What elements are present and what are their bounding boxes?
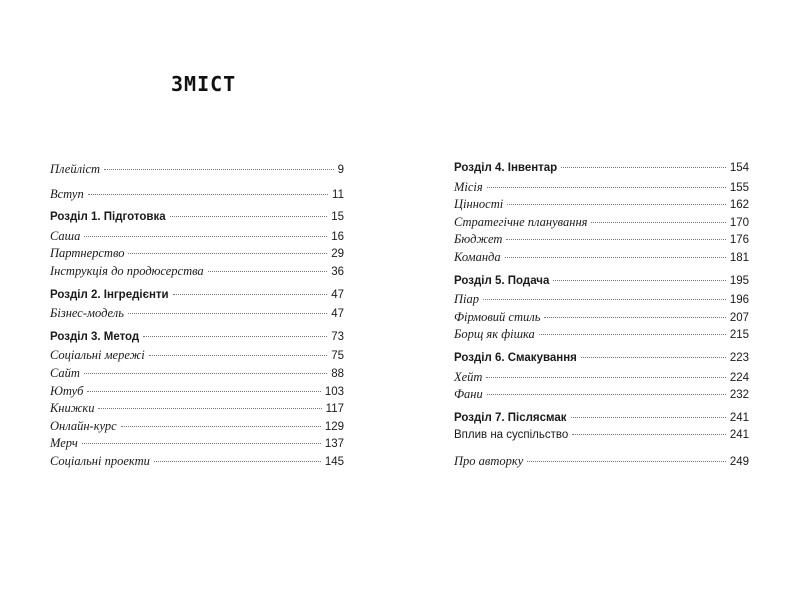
toc-entry [50,454,344,472]
toc-page-number: 9 [337,164,344,176]
dot-leader [553,280,725,281]
dot-leader [561,167,726,168]
toc-right-column [454,162,749,472]
toc-chapter-entry [50,331,344,349]
page-title: ЗМІСТ [171,72,237,96]
toc-entry [50,419,344,437]
dot-leader [539,334,726,335]
toc-entry-title: Сайт [50,365,80,380]
toc-entry-title: Інструкція до продюсерства [50,263,204,278]
toc-chapter-entry [50,289,344,307]
toc-page-number: 75 [331,350,344,363]
toc-page-number: 241 [729,429,749,442]
toc-entry-title: Мерч [50,436,78,451]
toc-entry [454,387,749,405]
toc-entry [454,310,749,328]
dot-leader [143,336,327,337]
toc-entry [50,348,344,366]
dot-leader [208,271,328,272]
toc-entry-title: Розділ 7. Післясмак [454,411,567,424]
dot-leader [170,216,328,217]
toc-entry [50,264,344,282]
toc-page-number: 224 [729,371,749,384]
dot-leader [483,299,726,300]
dot-leader [87,391,320,392]
toc-page-number: 15 [331,211,344,224]
toc-page-number: 103 [324,385,344,398]
dot-leader [487,187,726,188]
dot-leader [544,317,725,318]
toc-entry-title: Саша [50,228,81,243]
toc-page-number: 195 [729,274,749,287]
toc-entry [454,292,749,310]
toc-entry-title: Розділ 1. Підготовка [50,211,166,224]
toc-entry [454,454,749,472]
toc-page-number: 207 [729,311,749,324]
toc-entry-title: Розділ 4. Інвентар [454,162,558,174]
toc-entry [454,215,749,233]
toc-entry-title: Фани [454,387,483,402]
toc-page-number: 232 [729,389,749,402]
toc-chapter-entry [454,352,749,370]
dot-leader [591,222,725,223]
dot-leader [505,257,726,258]
toc-page-number: 223 [729,351,749,364]
toc-entry-title: Онлайн-курс [50,418,117,433]
toc-page-number: 154 [729,162,749,174]
toc-chapter-entry [454,275,749,293]
dot-leader [154,461,321,462]
toc-entry-title: Хейт [454,369,483,384]
toc-entry-title: Про авторку [454,453,524,468]
dot-leader [128,313,327,314]
toc-entry [50,366,344,384]
toc-entry [454,429,749,447]
toc-entry-title: Розділ 6. Смакування [454,351,577,364]
dot-leader [507,204,726,205]
toc-entry [50,162,344,180]
dot-leader [88,194,328,195]
toc-page-number: 176 [729,234,749,247]
toc-entry [50,401,344,419]
dot-leader [581,357,726,358]
toc-entry-title: Фірмовий стиль [454,309,541,324]
toc-entry-title: Розділ 5. Подача [454,274,550,287]
toc-entry-title: Піар [454,292,479,307]
toc-page-number: 241 [729,411,749,424]
toc-entry-title: Соціальні мережі [50,348,145,363]
dot-leader [572,434,726,435]
toc-entry-title: Стратегічне планування [454,214,588,229]
toc-entry-title: Бюджет [454,232,503,247]
toc-entry-title: Цінності [454,197,504,212]
dot-leader [82,443,321,444]
toc-entry-title: Розділ 2. Інгредієнти [50,288,169,301]
toc-entry [454,327,749,345]
dot-leader [506,239,725,240]
toc-page-number: 196 [729,294,749,307]
dot-leader [104,169,334,170]
toc-entry [454,180,749,198]
toc-entry [454,250,749,268]
toc-page-number: 47 [331,288,344,301]
dot-leader [84,373,327,374]
dot-leader [84,236,327,237]
dot-leader [149,355,328,356]
toc-entry-title: Вплив на суспільство [454,429,569,442]
toc-entry-title: Місія [454,179,483,194]
toc-entry [50,246,344,264]
dot-leader [571,417,726,418]
toc-page-number: 181 [729,251,749,264]
toc-page-number: 215 [729,329,749,342]
dot-leader [121,426,321,427]
toc-chapter-entry [454,412,749,430]
toc-page-number: 29 [331,248,344,261]
dot-leader [128,253,327,254]
toc-entry [454,370,749,388]
toc-page-number: 11 [332,188,344,201]
toc-page-number: 162 [729,199,749,212]
dot-leader [486,377,725,378]
dot-leader [527,461,726,462]
dot-leader [173,294,328,295]
toc-chapter-entry [454,162,749,180]
toc-entry-title: Плейліст [50,162,101,176]
toc-page-number: 249 [729,455,749,468]
toc-entry-title: Соціальні проекти [50,453,150,468]
toc-page-number: 73 [331,330,344,343]
toc-page-number: 47 [331,308,344,321]
toc-entry [50,229,344,247]
toc-page-number: 117 [325,403,344,416]
toc-page-number: 36 [331,265,344,278]
toc-entry [50,306,344,324]
toc-page-number: 145 [324,455,344,468]
toc-entry-title: Бізнес-модель [50,306,124,321]
toc-entry-title: Ютуб [50,383,84,398]
toc-entry [50,384,344,402]
toc-entry-title: Команда [454,249,501,264]
toc-page-number: 88 [331,367,344,380]
toc-entry [50,436,344,454]
toc-entry-title: Книжки [50,401,95,416]
toc-chapter-entry [50,211,344,229]
toc-page-number: 16 [331,230,344,243]
toc-entry-title: Вступ [50,186,84,201]
toc-left-column [50,162,344,472]
dot-leader [487,394,726,395]
toc-entry [454,197,749,215]
dot-leader [98,408,321,409]
toc-page-number: 129 [324,420,344,433]
toc-entry-title: Борщ як фішка [454,327,535,342]
toc-entry [454,232,749,250]
toc-page-number: 170 [729,216,749,229]
toc-entry-title: Партнерство [50,246,125,261]
toc-page-number: 155 [729,181,749,194]
toc-entry-title: Розділ 3. Метод [50,330,140,343]
toc-entry [50,187,344,205]
toc-page-number: 137 [324,438,344,451]
